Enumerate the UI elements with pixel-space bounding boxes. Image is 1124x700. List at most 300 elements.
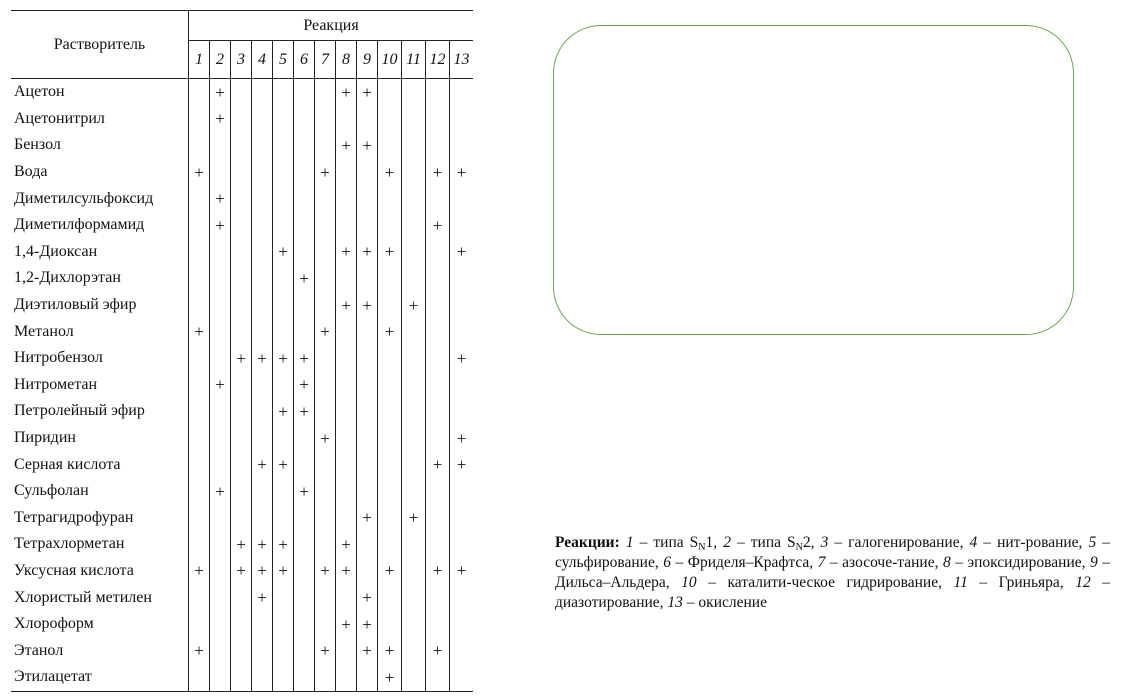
legend-title: Реакции:	[555, 534, 620, 551]
reaction-mark-cell	[189, 345, 210, 372]
reaction-mark-cell	[336, 584, 357, 611]
reaction-mark-cell	[315, 265, 336, 292]
table-row	[11, 664, 473, 691]
legend-num-9: 9	[1090, 554, 1098, 571]
solvent-name: Уксусная кислота	[14, 561, 134, 579]
reaction-mark-cell	[273, 664, 294, 691]
reaction-mark-cell	[231, 318, 252, 345]
reaction-number-header: 11	[402, 41, 426, 79]
reaction-mark-cell: +	[231, 558, 252, 585]
legend-num-13: 13	[667, 594, 683, 611]
reaction-mark-cell	[402, 584, 426, 611]
reaction-mark-cell: +	[402, 505, 426, 532]
reaction-mark-cell	[252, 212, 273, 239]
reaction-mark-cell	[252, 132, 273, 159]
reaction-mark-cell	[378, 106, 402, 133]
reaction-mark-cell	[210, 345, 231, 372]
solvent-name: Этилацетат	[11, 664, 189, 691]
reaction-mark-cell: +	[426, 558, 450, 585]
reaction-number-header: 7	[315, 41, 336, 79]
reaction-mark-cell	[210, 132, 231, 159]
legend-num-11: 11	[953, 574, 968, 591]
reaction-mark-cell	[294, 79, 315, 106]
reaction-mark-cell	[402, 372, 426, 399]
reaction-mark-cell	[426, 79, 450, 106]
reaction-mark-cell: +	[378, 558, 402, 585]
reaction-mark-cell: +	[402, 292, 426, 319]
reaction-mark-cell: +	[315, 159, 336, 186]
reaction-mark-cell: +	[450, 159, 474, 186]
reaction-number-header: 2	[210, 41, 231, 79]
table-row	[11, 584, 473, 611]
reaction-mark-cell: +	[273, 558, 294, 585]
reaction-mark-cell	[402, 398, 426, 425]
reaction-mark-cell	[252, 505, 273, 532]
reaction-mark-cell	[426, 185, 450, 212]
reaction-mark-cell	[189, 611, 210, 638]
reaction-mark-cell	[210, 584, 231, 611]
reaction-mark-cell: +	[378, 637, 402, 664]
reaction-mark-cell	[189, 505, 210, 532]
reaction-mark-cell	[210, 239, 231, 266]
reaction-mark-cell	[450, 185, 474, 212]
reaction-mark-cell: +	[252, 345, 273, 372]
reaction-mark-cell: +	[189, 318, 210, 345]
reaction-mark-cell	[294, 159, 315, 186]
reaction-mark-cell	[273, 637, 294, 664]
legend-num-4: 4	[969, 534, 978, 551]
reaction-mark-cell	[252, 611, 273, 638]
legend-sub-2: N	[795, 542, 803, 553]
solvent-name: Вода	[14, 163, 48, 181]
reaction-mark-cell	[231, 79, 252, 106]
solvent-name: Пиридин	[14, 429, 76, 447]
solvent-name: Хлороформ	[14, 615, 94, 633]
reaction-mark-cell	[315, 584, 336, 611]
legend-num-3: 3	[820, 534, 829, 551]
reaction-mark-cell	[231, 239, 252, 266]
solvent-column-header: Растворитель	[11, 11, 189, 79]
reaction-mark-cell	[426, 478, 450, 505]
reaction-mark-cell	[189, 531, 210, 558]
reaction-mark-cell	[315, 239, 336, 266]
reaction-mark-cell	[426, 106, 450, 133]
reaction-mark-cell	[273, 185, 294, 212]
reaction-mark-cell	[402, 531, 426, 558]
legend-sub-1: N	[698, 542, 706, 553]
table-row	[11, 558, 473, 585]
reaction-mark-cell: +	[294, 478, 315, 505]
reaction-mark-cell: +	[273, 345, 294, 372]
reaction-mark-cell	[315, 345, 336, 372]
reaction-mark-cell	[357, 345, 378, 372]
reaction-mark-cell	[231, 132, 252, 159]
reaction-mark-cell	[357, 372, 378, 399]
reaction-mark-cell	[189, 398, 210, 425]
reaction-mark-cell: +	[336, 611, 357, 638]
reaction-mark-cell: +	[450, 451, 474, 478]
reaction-mark-cell	[336, 637, 357, 664]
reaction-mark-cell	[252, 239, 273, 266]
table-row	[11, 292, 473, 319]
reaction-mark-cell	[426, 664, 450, 691]
reaction-mark-cell	[315, 531, 336, 558]
reaction-mark-cell: +	[273, 239, 294, 266]
reaction-mark-cell	[336, 505, 357, 532]
reaction-mark-cell	[231, 159, 252, 186]
reaction-mark-cell	[426, 584, 450, 611]
reaction-mark-cell: +	[336, 292, 357, 319]
reaction-mark-cell	[378, 398, 402, 425]
reaction-mark-cell	[273, 505, 294, 532]
reaction-mark-cell: +	[357, 584, 378, 611]
solvent-name: Бензол	[14, 136, 61, 154]
reaction-mark-cell: +	[450, 239, 474, 266]
reaction-mark-cell	[357, 478, 378, 505]
reaction-mark-cell	[252, 159, 273, 186]
reaction-mark-cell: +	[357, 637, 378, 664]
reaction-mark-cell	[294, 584, 315, 611]
reaction-mark-cell	[273, 611, 294, 638]
reaction-mark-cell	[273, 132, 294, 159]
reaction-mark-cell	[294, 239, 315, 266]
reaction-mark-cell	[294, 664, 315, 691]
reaction-mark-cell	[336, 398, 357, 425]
reaction-mark-cell	[402, 106, 426, 133]
reaction-mark-cell	[336, 478, 357, 505]
legend-text-3: – галогенирование,	[828, 534, 970, 551]
reaction-mark-cell	[231, 265, 252, 292]
reaction-column-header: Реакция	[189, 11, 474, 41]
reaction-mark-cell	[231, 185, 252, 212]
reaction-mark-cell: +	[252, 531, 273, 558]
reaction-mark-cell	[426, 398, 450, 425]
reaction-mark-cell	[273, 159, 294, 186]
solvent-reaction-table	[11, 10, 473, 692]
reaction-mark-cell	[231, 212, 252, 239]
reaction-mark-cell	[336, 664, 357, 691]
legend-text-1b: 1,	[705, 534, 724, 551]
reaction-mark-cell: +	[357, 239, 378, 266]
reaction-mark-cell	[450, 664, 474, 691]
reaction-mark-cell	[273, 265, 294, 292]
solvent-name: Петролейный эфир	[14, 402, 145, 420]
table-row	[11, 478, 473, 505]
reaction-mark-cell	[273, 584, 294, 611]
reaction-mark-cell	[273, 79, 294, 106]
reaction-mark-cell: +	[294, 398, 315, 425]
table-row	[11, 345, 473, 372]
reaction-mark-cell	[402, 451, 426, 478]
reaction-mark-cell	[378, 611, 402, 638]
reaction-mark-cell	[252, 478, 273, 505]
reaction-mark-cell	[315, 132, 336, 159]
reaction-mark-cell	[402, 239, 426, 266]
legend-text-2b: 2,	[802, 534, 821, 551]
reaction-mark-cell	[336, 265, 357, 292]
reaction-mark-cell	[252, 265, 273, 292]
reaction-mark-cell	[189, 265, 210, 292]
reaction-mark-cell	[402, 265, 426, 292]
solvent-name: Нитрометан	[14, 375, 98, 393]
reaction-mark-cell	[252, 372, 273, 399]
reaction-mark-cell	[336, 159, 357, 186]
legend-text-12: –диазотирование,	[555, 574, 1110, 611]
solvent-name: Хлористый метилен	[14, 588, 152, 606]
reaction-mark-cell	[210, 398, 231, 425]
reaction-mark-cell	[189, 451, 210, 478]
reaction-mark-cell	[378, 425, 402, 452]
reaction-mark-cell: +	[450, 425, 474, 452]
reaction-mark-cell: +	[450, 558, 474, 585]
reaction-mark-cell: +	[315, 558, 336, 585]
legend-num-7: 7	[817, 554, 826, 571]
solvent-name: Ацетонитрил	[14, 109, 105, 127]
reaction-number-header: 9	[357, 41, 378, 79]
reaction-mark-cell	[357, 185, 378, 212]
reaction-mark-cell	[189, 212, 210, 239]
reaction-mark-cell	[402, 185, 426, 212]
reaction-mark-cell	[252, 637, 273, 664]
reaction-mark-cell	[315, 611, 336, 638]
reaction-mark-cell	[315, 185, 336, 212]
table-row	[11, 451, 473, 478]
reaction-mark-cell	[450, 265, 474, 292]
reaction-mark-cell	[378, 185, 402, 212]
reaction-mark-cell	[273, 478, 294, 505]
reaction-number-header: 3	[231, 41, 252, 79]
table-row	[11, 637, 473, 664]
reaction-mark-cell	[426, 132, 450, 159]
solvent-name: Нитробензол	[14, 349, 103, 367]
table-row	[11, 398, 473, 425]
reaction-mark-cell	[450, 531, 474, 558]
reaction-mark-cell	[336, 212, 357, 239]
reaction-mark-cell	[210, 159, 231, 186]
reaction-mark-cell	[189, 292, 210, 319]
reaction-mark-cell	[210, 505, 231, 532]
reaction-mark-cell: +	[378, 318, 402, 345]
reaction-mark-cell	[378, 265, 402, 292]
reaction-mark-cell	[252, 185, 273, 212]
reaction-mark-cell: +	[336, 132, 357, 159]
reaction-mark-cell	[357, 159, 378, 186]
solvent-name: Серная кислота	[14, 455, 121, 473]
legend-text-10: – каталити-ческое гидрирование,	[696, 574, 954, 591]
solvent-name: Тетрагидрофуран	[14, 508, 134, 526]
reaction-mark-cell	[402, 637, 426, 664]
table-row	[11, 159, 473, 186]
reaction-mark-cell	[402, 558, 426, 585]
reaction-mark-cell	[189, 584, 210, 611]
reaction-mark-cell	[378, 345, 402, 372]
reaction-mark-cell	[210, 425, 231, 452]
solvent-name: Этанол	[14, 641, 64, 659]
reaction-mark-cell	[357, 451, 378, 478]
legend-text-5: – сульфирование,	[555, 534, 1111, 571]
legend-num-1: 1	[625, 534, 634, 551]
reaction-mark-cell	[315, 79, 336, 106]
reaction-mark-cell	[210, 451, 231, 478]
reaction-mark-cell	[231, 478, 252, 505]
legend-num-6: 6	[663, 554, 671, 571]
reaction-mark-cell	[426, 531, 450, 558]
reaction-mark-cell	[273, 292, 294, 319]
reaction-mark-cell: +	[294, 345, 315, 372]
reaction-number-header: 1	[189, 41, 210, 79]
reaction-mark-cell	[231, 292, 252, 319]
reaction-mark-cell	[402, 132, 426, 159]
table-body	[11, 79, 473, 692]
solvent-name: Диэтиловый эфир	[14, 296, 137, 314]
reaction-mark-cell	[378, 478, 402, 505]
reaction-mark-cell	[402, 345, 426, 372]
reaction-mark-cell	[231, 637, 252, 664]
reaction-mark-cell	[336, 106, 357, 133]
reaction-mark-cell: +	[231, 345, 252, 372]
reaction-mark-cell	[336, 372, 357, 399]
reaction-mark-cell	[210, 265, 231, 292]
reaction-mark-cell	[210, 558, 231, 585]
reaction-mark-cell: +	[210, 106, 231, 133]
reaction-mark-cell	[402, 425, 426, 452]
reaction-mark-cell	[273, 425, 294, 452]
legend-text-13: – окисление	[682, 594, 767, 611]
reaction-mark-cell: +	[378, 159, 402, 186]
reaction-mark-cell	[210, 318, 231, 345]
reaction-mark-cell: +	[210, 185, 231, 212]
reaction-mark-cell	[357, 265, 378, 292]
reaction-mark-cell	[231, 584, 252, 611]
reaction-mark-cell: +	[336, 558, 357, 585]
reaction-mark-cell	[252, 664, 273, 691]
table-row	[11, 372, 473, 399]
reaction-mark-cell	[315, 664, 336, 691]
reaction-mark-cell: +	[189, 637, 210, 664]
reaction-mark-cell	[450, 106, 474, 133]
reaction-mark-cell	[378, 531, 402, 558]
table-row	[11, 239, 473, 266]
reaction-mark-cell	[402, 79, 426, 106]
reaction-number-header: 4	[252, 41, 273, 79]
reaction-mark-cell: +	[273, 531, 294, 558]
reaction-mark-cell: +	[273, 451, 294, 478]
reaction-mark-cell	[210, 611, 231, 638]
reaction-mark-cell	[294, 531, 315, 558]
legend-text-7: – азосоче-тание,	[825, 554, 943, 571]
reaction-mark-cell	[189, 185, 210, 212]
reaction-mark-cell	[378, 451, 402, 478]
reaction-mark-cell: +	[273, 398, 294, 425]
legend-num-12: 12	[1075, 574, 1091, 591]
reaction-mark-cell	[231, 664, 252, 691]
legend-num-2: 2	[723, 534, 731, 551]
reaction-mark-cell	[402, 664, 426, 691]
legend-text-9: – Дильса–Альдера,	[555, 554, 1110, 591]
reaction-mark-cell	[450, 611, 474, 638]
reaction-number-header: 6	[294, 41, 315, 79]
reaction-mark-cell: +	[426, 637, 450, 664]
reaction-mark-cell	[426, 505, 450, 532]
reaction-mark-cell: +	[210, 212, 231, 239]
reaction-mark-cell	[402, 159, 426, 186]
reaction-number-header: 5	[273, 41, 294, 79]
reaction-mark-cell: +	[426, 451, 450, 478]
reaction-mark-cell	[450, 372, 474, 399]
table-row	[11, 79, 473, 106]
legend-text-4: – нит-рование,	[977, 534, 1089, 551]
reaction-mark-cell	[210, 531, 231, 558]
reaction-mark-cell	[378, 584, 402, 611]
reaction-mark-cell	[210, 292, 231, 319]
legend-text-8: – эпоксидирование,	[950, 554, 1090, 571]
reaction-mark-cell	[210, 637, 231, 664]
reaction-mark-cell	[294, 637, 315, 664]
reaction-mark-cell	[336, 451, 357, 478]
reaction-mark-cell	[357, 664, 378, 691]
reaction-mark-cell	[252, 398, 273, 425]
solvent-name: 1,2-Дихлорэтан	[14, 269, 121, 287]
reaction-mark-cell	[357, 398, 378, 425]
reaction-mark-cell: +	[378, 239, 402, 266]
table-row	[11, 611, 473, 638]
reaction-mark-cell	[294, 611, 315, 638]
reaction-mark-cell	[294, 185, 315, 212]
reaction-number-header: 10	[378, 41, 402, 79]
reaction-mark-cell	[336, 425, 357, 452]
reaction-mark-cell	[189, 79, 210, 106]
reaction-mark-cell	[450, 505, 474, 532]
legend-num-10: 10	[681, 574, 697, 591]
reaction-mark-cell	[378, 372, 402, 399]
reaction-mark-cell: +	[378, 664, 402, 691]
solvent-name: 1,4-Диоксан	[14, 242, 98, 260]
reaction-mark-cell	[315, 292, 336, 319]
reaction-mark-cell	[273, 318, 294, 345]
legend-text-6: – Фриделя–Крафтса,	[670, 554, 818, 571]
reaction-mark-cell	[294, 132, 315, 159]
reaction-mark-cell	[252, 106, 273, 133]
reaction-mark-cell: +	[315, 637, 336, 664]
reaction-mark-cell	[357, 318, 378, 345]
reaction-mark-cell	[273, 212, 294, 239]
table-row	[11, 531, 473, 558]
reaction-mark-cell: +	[357, 292, 378, 319]
table-row	[11, 505, 473, 532]
reaction-mark-cell	[450, 212, 474, 239]
table-row	[11, 132, 473, 159]
reaction-mark-cell	[252, 318, 273, 345]
reaction-mark-cell: +	[315, 425, 336, 452]
reaction-mark-cell	[378, 292, 402, 319]
solvent-name: Диметилформамид	[14, 216, 145, 234]
reaction-mark-cell	[294, 505, 315, 532]
reaction-mark-cell: +	[210, 79, 231, 106]
legend-num-5: 5	[1088, 534, 1097, 551]
reaction-mark-cell: +	[252, 451, 273, 478]
reaction-mark-cell: +	[357, 505, 378, 532]
reaction-mark-cell	[402, 611, 426, 638]
table-row	[11, 318, 473, 345]
reaction-mark-cell	[294, 425, 315, 452]
reaction-mark-cell	[294, 106, 315, 133]
reaction-mark-cell	[315, 212, 336, 239]
reaction-mark-cell	[336, 345, 357, 372]
reaction-mark-cell	[315, 478, 336, 505]
reaction-mark-cell	[450, 79, 474, 106]
reaction-mark-cell	[189, 478, 210, 505]
reaction-mark-cell	[426, 345, 450, 372]
